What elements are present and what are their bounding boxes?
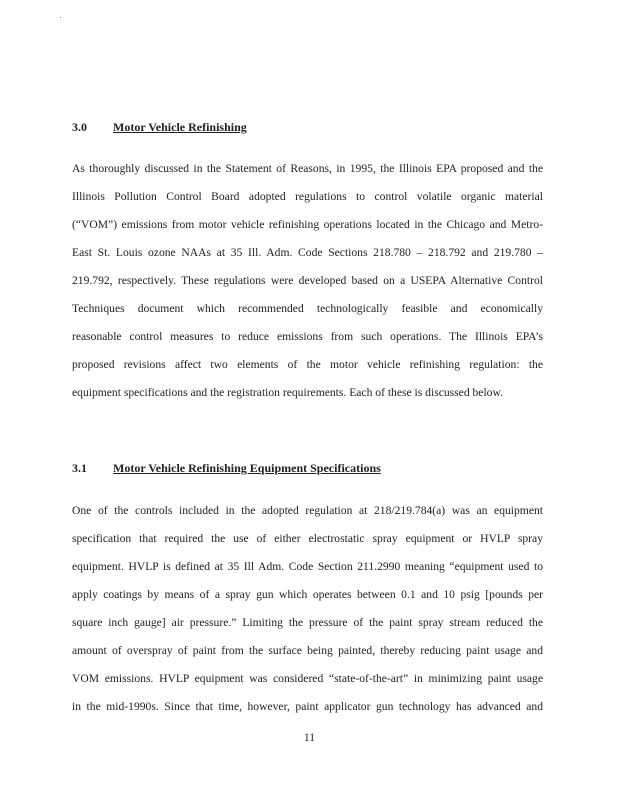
text-line: square inch gauge] air pressure.” Limiting the pressure of the paint spray stream reduced the (72, 616, 543, 629)
section-number: 3.1 (72, 461, 87, 475)
page-number: 11 (303, 731, 316, 744)
text-line: amount of overspray of paint from the surface being painted, thereby reducing paint usage and (72, 644, 543, 657)
text-line: (“VOM”) emissions from motor vehicle refinishing operations located in the Chicago and Metro- (72, 218, 543, 231)
text-line: Techniques document which recommended technologically feasible and economically (72, 302, 543, 315)
text-line: reasonable control measures to reduce emissions from such operations. The Illinois EPA’s (72, 330, 543, 343)
text-line: equipment. HVLP is defined at 35 Ill Adm. Code Section 211.2990 meaning “equipment used to (72, 560, 543, 573)
text-line: One of the controls included in the adopted regulation at 218/219.784(a) was an equipment (72, 504, 543, 517)
text-line: in the mid-1990s. Since that time, however, paint applicator gun technology has advanced and (72, 700, 543, 713)
text-line: specification that required the use of either electrostatic spray equipment or HVLP spray (72, 532, 543, 545)
section-title: Motor Vehicle Refinishing (113, 120, 247, 134)
text-line: equipment specifications and the registration requirements. Each of these is discussed below. (72, 386, 503, 399)
text-line: Illinois Pollution Control Board adopted regulations to control volatile organic material (72, 190, 543, 203)
text-line: East St. Louis ozone NAAs at 35 Ill. Adm. Code Sections 218.780 – 218.792 and 219.780 – (72, 246, 543, 259)
scan-speck (60, 17, 61, 18)
text-line: apply coatings by means of a spray gun which operates between 0.1 and 10 psig [pounds per (72, 588, 543, 601)
section-number: 3.0 (72, 120, 87, 134)
section-heading-3-0 (72, 120, 247, 134)
text-line: proposed revisions affect two elements of the motor vehicle refinishing regulation: the (72, 358, 543, 371)
text-line: 219.792, respectively. These regulations were developed based on a USEPA Alternative Control (72, 274, 543, 287)
text-line: As thoroughly discussed in the Statement of Reasons, in 1995, the Illinois EPA proposed and the (72, 162, 543, 175)
text-line: VOM emissions. HVLP equipment was considered “state-of-the-art” in minimizing paint usage (72, 672, 543, 685)
section-title: Motor Vehicle Refinishing Equipment Specifications (113, 461, 381, 475)
section-heading-3-1 (72, 461, 381, 475)
